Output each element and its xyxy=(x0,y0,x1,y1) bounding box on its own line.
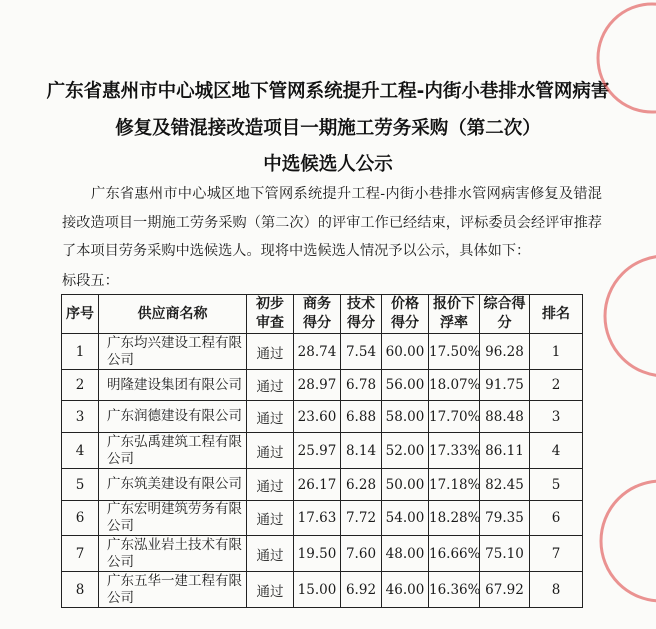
table-cell: 通过 xyxy=(247,536,294,572)
table-cell: 2 xyxy=(530,370,583,401)
table-cell: 通过 xyxy=(247,469,294,501)
table-cell: 1 xyxy=(62,334,99,370)
table-row xyxy=(62,433,583,469)
supplier-name-cell: 广东泓业岩土技术有限公司 xyxy=(99,536,247,572)
table-row xyxy=(62,572,583,608)
column-header: 技术得分 xyxy=(341,295,382,334)
column-header: 价格得分 xyxy=(382,295,429,334)
red-seal-stamp xyxy=(605,256,656,376)
table-cell: 7.54 xyxy=(341,334,382,370)
table-cell: 5 xyxy=(62,469,99,501)
table-cell: 通过 xyxy=(247,433,294,469)
column-header: 综合得分 xyxy=(480,295,530,334)
table-cell: 52.00 xyxy=(382,433,429,469)
table-cell: 19.50 xyxy=(294,536,341,572)
red-seal-stamp xyxy=(601,481,656,601)
table-cell: 17.70% xyxy=(429,401,480,433)
column-header: 报价下浮率 xyxy=(429,295,480,334)
title-line-1: 广东省惠州市中心城区地下管网系统提升工程-内街小巷排水管网病害 xyxy=(46,81,610,102)
table-row xyxy=(62,501,583,536)
table-cell: 91.75 xyxy=(480,370,530,401)
table-cell: 18.28% xyxy=(429,501,480,536)
table-cell: 26.17 xyxy=(294,469,341,501)
table-cell: 60.00 xyxy=(382,334,429,370)
table-cell: 17.18% xyxy=(429,469,480,501)
supplier-name-cell: 广东均兴建设工程有限公司 xyxy=(99,334,247,370)
table-cell: 79.35 xyxy=(480,501,530,536)
table-cell: 6.88 xyxy=(341,401,382,433)
table-cell: 17.33% xyxy=(429,433,480,469)
supplier-name-cell: 广东弘禹建筑工程有限公司 xyxy=(99,433,247,469)
table-cell: 25.97 xyxy=(294,433,341,469)
supplier-name-cell: 广东五华一建工程有限公司 xyxy=(99,572,247,608)
table-cell: 通过 xyxy=(247,572,294,608)
table-cell: 96.28 xyxy=(480,334,530,370)
table-cell: 3 xyxy=(530,401,583,433)
table-cell: 7 xyxy=(530,536,583,572)
table-cell: 50.00 xyxy=(382,469,429,501)
table-cell: 1 xyxy=(530,334,583,370)
table-cell: 75.10 xyxy=(480,536,530,572)
table-cell: 16.66% xyxy=(429,536,480,572)
table-cell: 23.60 xyxy=(294,401,341,433)
table-cell: 6.92 xyxy=(341,572,382,608)
table-cell: 48.00 xyxy=(382,536,429,572)
table-cell: 82.45 xyxy=(480,469,530,501)
table-cell: 54.00 xyxy=(382,501,429,536)
table-cell: 7.60 xyxy=(341,536,382,572)
supplier-name-cell: 广东润德建设有限公司 xyxy=(99,401,247,433)
table-cell: 6.28 xyxy=(341,469,382,501)
column-header: 排名 xyxy=(530,295,583,334)
supplier-name-cell: 广东筑美建设有限公司 xyxy=(99,469,247,501)
table-row xyxy=(62,370,583,401)
table-cell: 15.00 xyxy=(294,572,341,608)
table-cell: 16.36% xyxy=(429,572,480,608)
candidate-table xyxy=(61,294,583,608)
table-cell: 28.74 xyxy=(294,334,341,370)
table-cell: 8 xyxy=(530,572,583,608)
table-row xyxy=(62,401,583,433)
column-header: 供应商名称 xyxy=(99,295,247,334)
table-cell: 6 xyxy=(530,501,583,536)
table-cell: 2 xyxy=(62,370,99,401)
table-cell: 58.00 xyxy=(382,401,429,433)
table-cell: 46.00 xyxy=(382,572,429,608)
table-cell: 8.14 xyxy=(341,433,382,469)
table-cell: 6 xyxy=(62,501,99,536)
table-cell: 通过 xyxy=(247,501,294,536)
header-row xyxy=(62,295,583,334)
table-cell: 17.50% xyxy=(429,334,480,370)
table-cell: 28.97 xyxy=(294,370,341,401)
table-cell: 86.11 xyxy=(480,433,530,469)
table-cell: 3 xyxy=(62,401,99,433)
table-row xyxy=(62,469,583,501)
table-cell: 4 xyxy=(62,433,99,469)
table-row xyxy=(62,536,583,572)
table-cell: 5 xyxy=(530,469,583,501)
table-cell: 通过 xyxy=(247,370,294,401)
table-cell: 7.72 xyxy=(341,501,382,536)
title-line-2: 修复及错混接改造项目一期施工劳务采购（第二次） xyxy=(115,118,541,139)
table-row xyxy=(62,334,583,370)
title-line-3: 中选候选人公示 xyxy=(263,154,393,175)
table-cell: 17.63 xyxy=(294,501,341,536)
column-header: 序号 xyxy=(62,295,99,334)
table-cell: 8 xyxy=(62,572,99,608)
supplier-name-cell: 广东宏明建筑劳务有限公司 xyxy=(99,501,247,536)
supplier-name-cell: 明隆建设集团有限公司 xyxy=(99,370,247,401)
table-cell: 88.48 xyxy=(480,401,530,433)
table-cell: 通过 xyxy=(247,334,294,370)
intro-paragraph: 广东省惠州市中心城区地下管网系统提升工程-内街小巷排水管网病害修复及错混接改造项目一期施工劳务采购（第二次）的评审工作已经结束，评标委员会经评审推荐了本项目劳务采购中选候选人。现将中选候选人情况予以公示，具体如下： xyxy=(62,186,602,259)
table-cell: 6.78 xyxy=(341,370,382,401)
section-label: 标段五： xyxy=(62,273,119,289)
column-header: 初步审查 xyxy=(247,295,294,334)
table-cell: 18.07% xyxy=(429,370,480,401)
table-cell: 56.00 xyxy=(382,370,429,401)
table-cell: 7 xyxy=(62,536,99,572)
table-cell: 4 xyxy=(530,433,583,469)
table-cell: 67.92 xyxy=(480,572,530,608)
table-cell: 通过 xyxy=(247,401,294,433)
column-header: 商务得分 xyxy=(294,295,341,334)
